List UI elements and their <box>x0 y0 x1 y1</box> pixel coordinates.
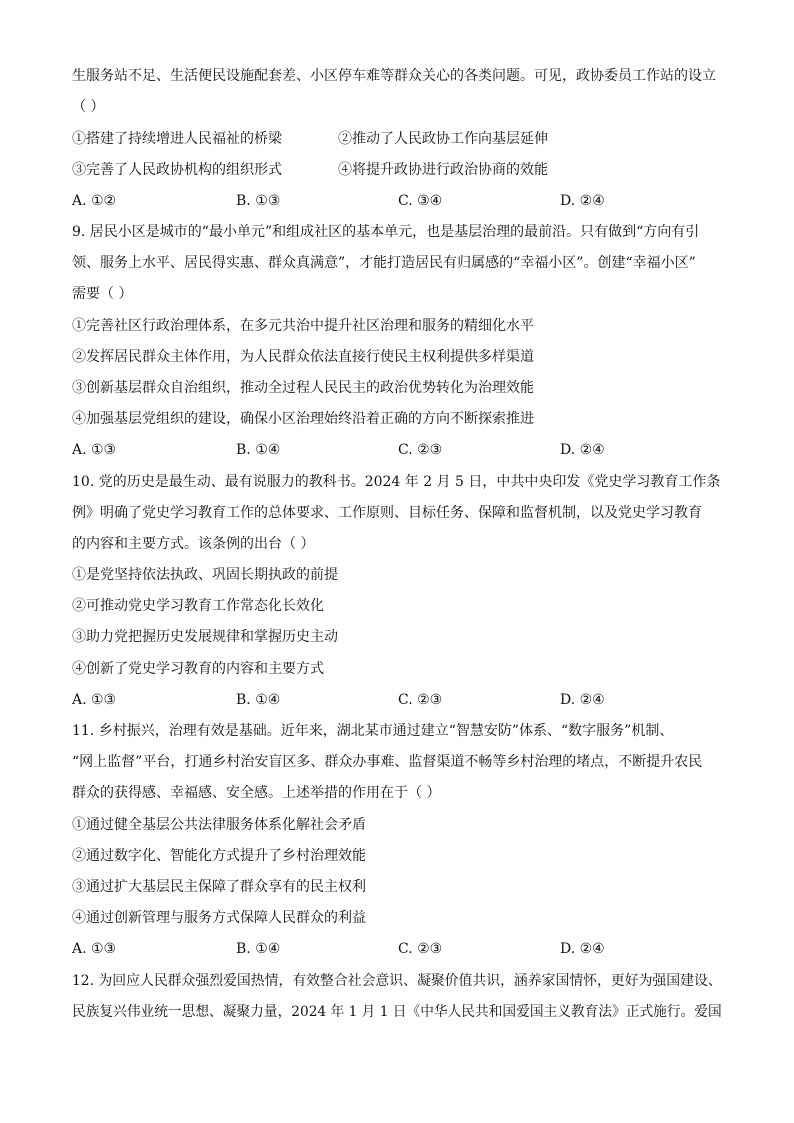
q9-statement-3: ③创新基层群众自治组织，推动全过程人民民主的政治优势转化为治理效能 <box>72 380 534 396</box>
q10-statement-1: ①是党坚持依法执政、巩固长期执政的前提 <box>72 567 338 583</box>
q10-stem-line-3: 的内容和主要方式。该条例的出台（ ） <box>72 536 315 552</box>
q11-stem-line-2: “网上监督”平台，打通乡村治安盲区多、群众办事难、监督渠道不畅等乡村治理的堵点，不断提升农民 <box>72 754 703 770</box>
q10-statement-2: ②可推动党史学习教育工作常态化长效化 <box>72 598 324 614</box>
q11-statement-1: ①通过健全基层公共法律服务体系化解社会矛盾 <box>72 817 366 833</box>
q11-option-c: C. ②③ <box>398 941 443 957</box>
q11-option-b: B. ①④ <box>236 941 281 957</box>
q8-stem-line-1: 生服务站不足、生活便民设施配套差、小区停车难等群众关心的各类问题。可见，政协委员工作站的设立 <box>72 68 716 84</box>
q8-option-c: C. ③④ <box>398 193 443 209</box>
q11-stem-line-1: 11. 乡村振兴，治理有效是基础。近年来，湖北某市通过建立“智慧安防”体系、“数字服务”机制、 <box>72 723 674 739</box>
q11-statement-3: ③通过扩大基层民主保障了群众享有的民主权利 <box>72 879 366 895</box>
q9-statement-4: ④加强基层党组织的建设，确保小区治理始终沿着正确的方向不断探索推进 <box>72 411 534 427</box>
q10-option-d: D. ②④ <box>560 692 605 708</box>
q11-statement-2: ②通过数字化、智能化方式提升了乡村治理效能 <box>72 848 366 864</box>
q12-stem-line-2: 民族复兴伟业统一思想、凝聚力量，2024 年 1 月 1 日《中华人民共和国爱国主义教育法》正式施行。爱国 <box>72 1004 722 1020</box>
q12-stem-line-1: 12. 为回应人民群众强烈爱国热情，有效整合社会意识、凝聚价值共识，涵养家国情怀，更好为强国建设、 <box>72 973 722 989</box>
q9-statement-1: ①完善社区行政治理体系，在多元共治中提升社区治理和服务的精细化水平 <box>72 318 534 334</box>
q10-option-c: C. ②③ <box>398 692 443 708</box>
q11-stem-line-3: 群众的获得感、幸福感、安全感。上述举措的作用在于（ ） <box>72 785 441 801</box>
q9-stem-line-3: 需要（ ） <box>72 286 133 302</box>
q9-option-d: D. ②④ <box>560 442 605 458</box>
q8-statement-2: ②推动了人民政协工作向基层延伸 <box>338 131 548 147</box>
q10-option-b: B. ①④ <box>236 692 281 708</box>
q8-statement-4: ④将提升政协进行政治协商的效能 <box>338 162 548 178</box>
q8-statement-1: ①搭建了持续增进人民福祉的桥梁 <box>72 131 282 147</box>
q8-option-d: D. ②④ <box>560 193 605 209</box>
q8-option-b: B. ①③ <box>236 193 281 209</box>
q10-option-a: A. ①③ <box>72 692 117 708</box>
q9-option-a: A. ①③ <box>72 442 117 458</box>
q10-statement-4: ④创新了党史学习教育的内容和主要方式 <box>72 661 324 677</box>
q9-stem-line-1: 9. 居民小区是城市的“最小单元”和组成社区的基本单元，也是基层治理的最前沿。只有做到“方向有引 <box>72 224 700 240</box>
q10-statement-3: ③助力党把握历史发展规律和掌握历史主动 <box>72 629 338 645</box>
q9-option-c: C. ②③ <box>398 442 443 458</box>
q8-statement-3: ③完善了人民政协机构的组织形式 <box>72 162 282 178</box>
q8-stem-line-2: （ ） <box>72 99 105 115</box>
q9-statement-2: ②发挥居民群众主体作用，为人民群众依法直接行使民主权利提供多样渠道 <box>72 349 534 365</box>
q9-option-b: B. ①④ <box>236 442 281 458</box>
q8-option-a: A. ①② <box>72 193 117 209</box>
q10-stem-line-1: 10. 党的历史是最生动、最有说服力的教科书。2024 年 2 月 5 日，中共中央印发《党史学习教育工作条 <box>72 474 721 490</box>
q11-option-a: A. ①③ <box>72 941 117 957</box>
q9-stem-line-2: 领、服务上水平、居民得实惠、群众真满意”，才能打造居民有归属感的“幸福小区”。创建“幸福小区” <box>72 255 696 271</box>
q11-statement-4: ④通过创新管理与服务方式保障人民群众的利益 <box>72 910 366 926</box>
q11-option-d: D. ②④ <box>560 941 605 957</box>
q10-stem-line-2: 例》明确了党史学习教育工作的总体要求、工作原则、目标任务、保障和监督机制，以及党史学习教育 <box>72 505 702 521</box>
